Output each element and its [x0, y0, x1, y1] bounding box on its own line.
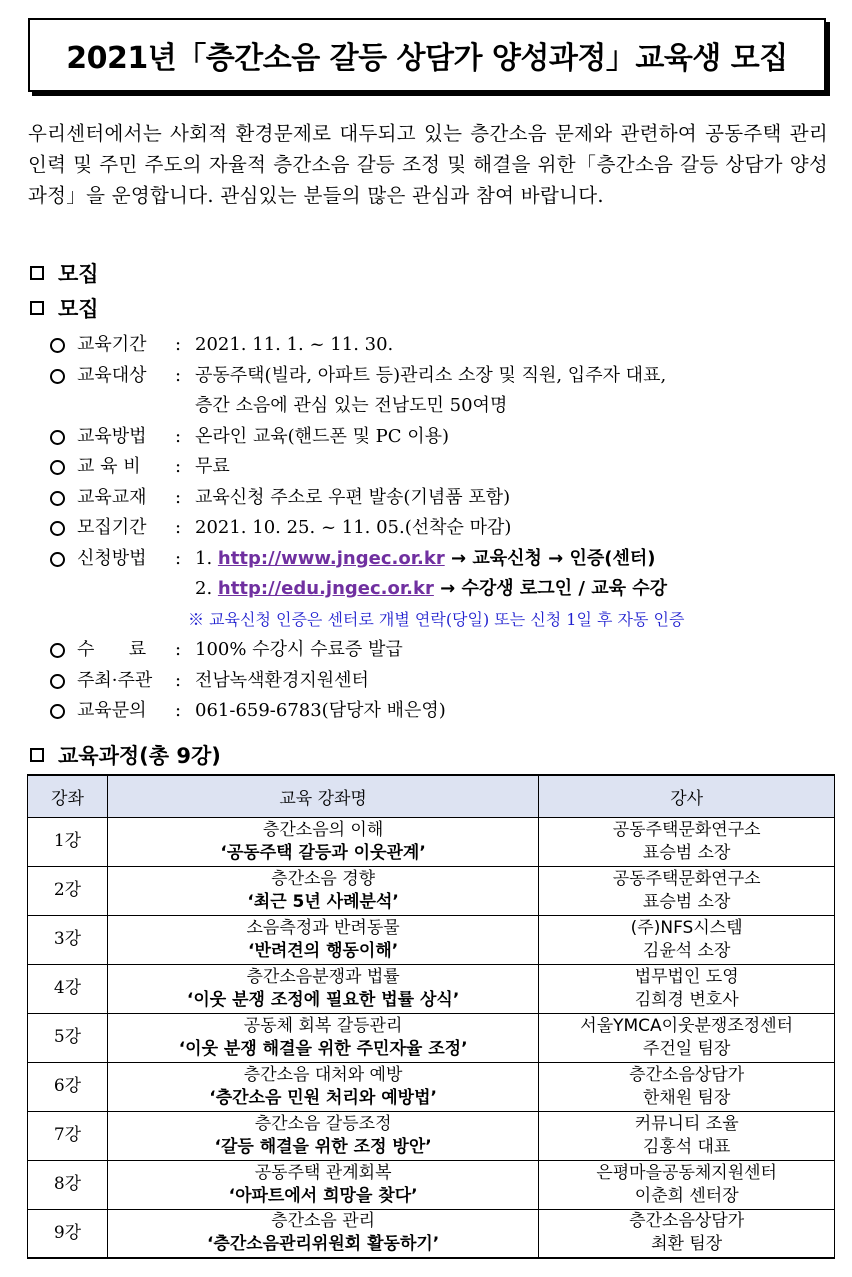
detail-recruit-period: 모집기간 : 2021. 10. 25. ~ 11. 05.(선착순 마감) [50, 515, 840, 546]
instructor: (주)NFS시스템 김윤석 소장 [539, 915, 835, 964]
header-lecture: 강좌 [28, 775, 108, 817]
course-name: 층간소음분쟁과 법률 ‘이웃 분쟁 조정에 필요한 법률 상식’ [107, 964, 538, 1013]
section-heading-recruit-2: 모집 [30, 293, 99, 323]
circle-bullet-icon [50, 338, 65, 353]
header-instructor: 강사 [539, 775, 835, 817]
course-name: 공동체 회복 갈등관리 ‘이웃 분쟁 해결을 위한 주민자율 조정’ [107, 1013, 538, 1062]
lecture-number: 6강 [28, 1062, 108, 1111]
instructor: 커뮤니티 조율 김홍석 대표 [539, 1111, 835, 1160]
table-row [28, 1062, 835, 1111]
circle-bullet-icon [50, 369, 65, 384]
circle-bullet-icon [50, 643, 65, 658]
circle-bullet-icon [50, 674, 65, 689]
course-name: 층간소음 경향 ‘최근 5년 사례분석’ [107, 866, 538, 915]
table-row [28, 1111, 835, 1160]
detail-host: 주최·주관 : 전남녹색환경지원센터 [50, 668, 840, 699]
course-name: 소음측정과 반려동물 ‘반려견의 행동이해’ [107, 915, 538, 964]
lecture-number: 1강 [28, 817, 108, 866]
detail-period: 교육기간 : 2021. 11. 1. ~ 11. 30. [50, 332, 840, 363]
table-row [28, 1209, 835, 1258]
circle-bullet-icon [50, 460, 65, 475]
lecture-number: 2강 [28, 866, 108, 915]
page-title: 2021년「층간소음 갈등 상담가 양성과정」교육생 모집 [66, 41, 788, 76]
detail-apply: 신청방법 : 1. http://www.jngec.or.kr → 교육신청 → 인증(센터) [50, 546, 840, 577]
circle-bullet-icon [50, 521, 65, 536]
circle-bullet-icon [50, 552, 65, 567]
lecture-number: 8강 [28, 1160, 108, 1209]
lecture-number: 3강 [28, 915, 108, 964]
table-row [28, 817, 835, 866]
course-table [27, 774, 835, 1259]
course-name: 층간소음 대처와 예방 ‘층간소음 민원 처리와 예방법’ [107, 1062, 538, 1111]
square-bullet-icon [30, 266, 44, 280]
course-name: 공동주택 관계회복 ‘아파트에서 희망을 찾다’ [107, 1160, 538, 1209]
table-row [28, 866, 835, 915]
table-row [28, 1160, 835, 1209]
jngec-link[interactable]: http://www.jngec.or.kr [217, 547, 445, 569]
instructor: 공동주택문화연구소 표승범 소장 [539, 866, 835, 915]
instructor: 법무법인 도영 김희경 변호사 [539, 964, 835, 1013]
circle-bullet-icon [50, 704, 65, 719]
lecture-number: 7강 [28, 1111, 108, 1160]
table-header-row [28, 775, 835, 817]
square-bullet-icon [30, 748, 44, 762]
detail-material: 교육교재 : 교육신청 주소로 우편 발송(기념품 포함) [50, 485, 840, 516]
lecture-number: 4강 [28, 964, 108, 1013]
square-bullet-icon [30, 301, 44, 315]
apply-note: ※ 교육신청 인증은 센터로 개별 연락(당일) 또는 신청 1일 후 자동 인증 [188, 609, 685, 629]
table-row [28, 1013, 835, 1062]
instructor: 은평마을공동체지원센터 이춘희 센터장 [539, 1160, 835, 1209]
detail-target: 교육대상 : 공동주택(빌라, 아파트 등)관리소 소장 및 직원, 입주자 대표, [50, 363, 840, 394]
detail-apply-2: 2. http://edu.jngec.or.kr → 수강생 로그인 / 교육 수강 [50, 576, 840, 607]
detail-contact: 교육문의 : 061-659-6783(담당자 배은영) [50, 698, 840, 729]
title-box [28, 18, 826, 92]
instructor: 층간소음상담가 최환 팀장 [539, 1209, 835, 1258]
recruit-details [50, 332, 840, 729]
lecture-number: 9강 [28, 1209, 108, 1258]
course-name: 층간소음 갈등조정 ‘갈등 해결을 위한 조정 방안’ [107, 1111, 538, 1160]
instructor: 서울YMCA이웃분쟁조정센터 주건일 팀장 [539, 1013, 835, 1062]
circle-bullet-icon [50, 430, 65, 445]
instructor: 공동주택문화연구소 표승범 소장 [539, 817, 835, 866]
lecture-number: 5강 [28, 1013, 108, 1062]
circle-bullet-icon [50, 491, 65, 506]
course-name: 층간소음의 이해 ‘공동주택 갈등과 이웃관계’ [107, 817, 538, 866]
detail-method: 교육방법 : 온라인 교육(핸드폰 및 PC 이용) [50, 424, 840, 455]
instructor: 층간소음상담가 한채원 팀장 [539, 1062, 835, 1111]
section-heading-recruit-1: 모집 [30, 258, 99, 288]
edu-jngec-link[interactable]: http://edu.jngec.or.kr [217, 578, 434, 599]
detail-completion: 수 료 : 100% 수강시 수료증 발급 [50, 637, 840, 668]
table-row [28, 964, 835, 1013]
table-row [28, 915, 835, 964]
header-course-name: 교육 강좌명 [107, 775, 538, 817]
detail-fee: 교 육 비 : 무료 [50, 454, 840, 485]
section-heading-course: 교육과정(총 9강) [30, 740, 221, 770]
intro-paragraph: 우리센터에서는 사회적 환경문제로 대두되고 있는 층간소음 문제와 관련하여 공동주택 관리 인력 및 주민 주도의 자율적 층간소음 갈등 조정 및 해결을 위한「층간소음 갈등 상담가 양성과정」을 운영합니다. 관심있는 분들의 많은 관심과 참여 바랍니다. [28, 122, 828, 207]
course-name: 층간소음 관리 ‘층간소음관리위원회 활동하기’ [107, 1209, 538, 1258]
detail-target-cont: 층간 소음에 관심 있는 전남도민 50여명 [195, 395, 508, 416]
